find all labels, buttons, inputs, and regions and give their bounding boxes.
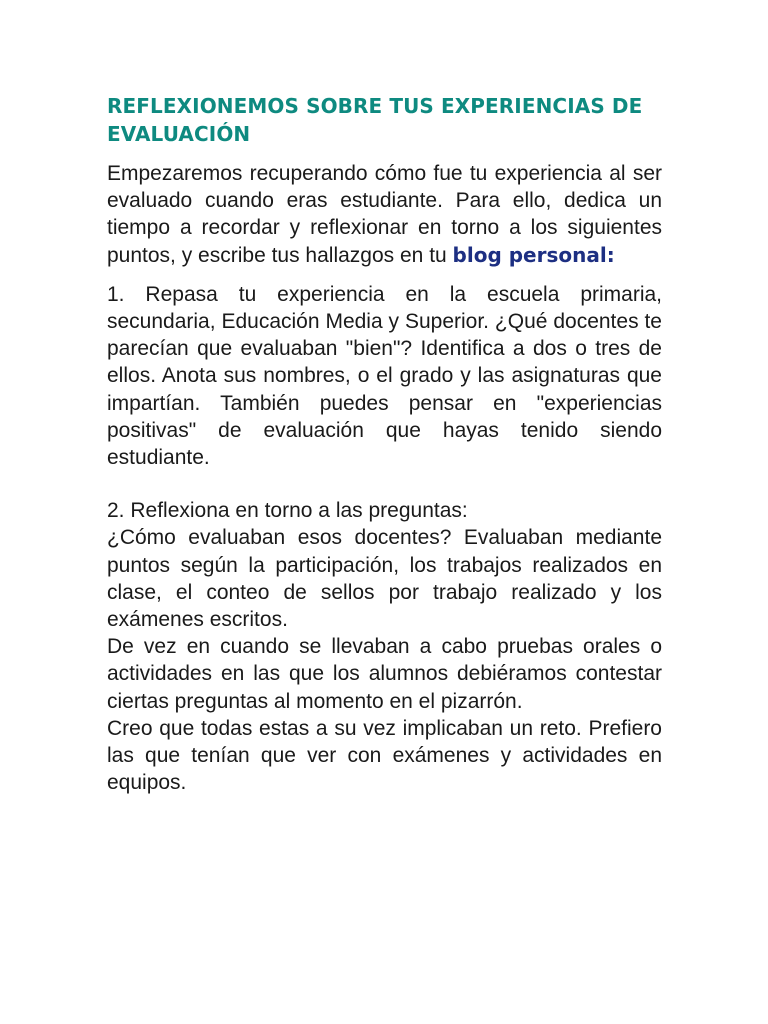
point-2-title: 2. Reflexiona en torno a las preguntas: bbox=[107, 499, 468, 523]
answer-oral-tests: De vez en cuando se llevaban a cabo pruebas orales o actividades en las que los alumnos debiéramos contestar ciertas preguntas al momento en el pizarrón. bbox=[107, 635, 662, 713]
blog-personal-link[interactable]: blog personal: bbox=[452, 242, 615, 267]
point-1-paragraph: 1. Repasa tu experiencia en la escuela primaria, secundaria, Educación Media y Superior. ¿Qué docentes te parecían que evaluaban "bien"? Identifica a dos o tres de ellos. Anota sus nombres, o el grado y las asignaturas que impartían. También puedes pensar en "experiencias positivas" de evaluación que hayas tenido siendo estudiante. bbox=[107, 282, 662, 470]
intro-text: Empezaremos recuperando cómo fue tu experiencia al ser evaluado cuando eras estudiante. Para ello, dedica un tiempo a recordar y reflexionar en torno a los siguientes puntos, y escribe tus hallazgos en tu bbox=[107, 162, 662, 267]
answer-evaluation-methods: ¿Cómo evaluaban esos docentes? Evaluaban mediante puntos según la participación, los trabajos realizados en clase, el conteo de sellos por trabajo realizado y los exámenes escritos. bbox=[107, 526, 662, 632]
intro-paragraph bbox=[107, 160, 662, 269]
point-2-paragraph bbox=[107, 497, 662, 796]
answer-challenge-preference: Creo que todas estas a su vez implicaban un reto. Prefiero las que tenían que ver con exámenes y actividades en equipos. bbox=[107, 716, 662, 795]
document-heading: REFLEXIONEMOS SOBRE TUS EXPERIENCIAS DE EVALUACIÓN bbox=[107, 94, 643, 146]
document-page bbox=[107, 92, 662, 796]
